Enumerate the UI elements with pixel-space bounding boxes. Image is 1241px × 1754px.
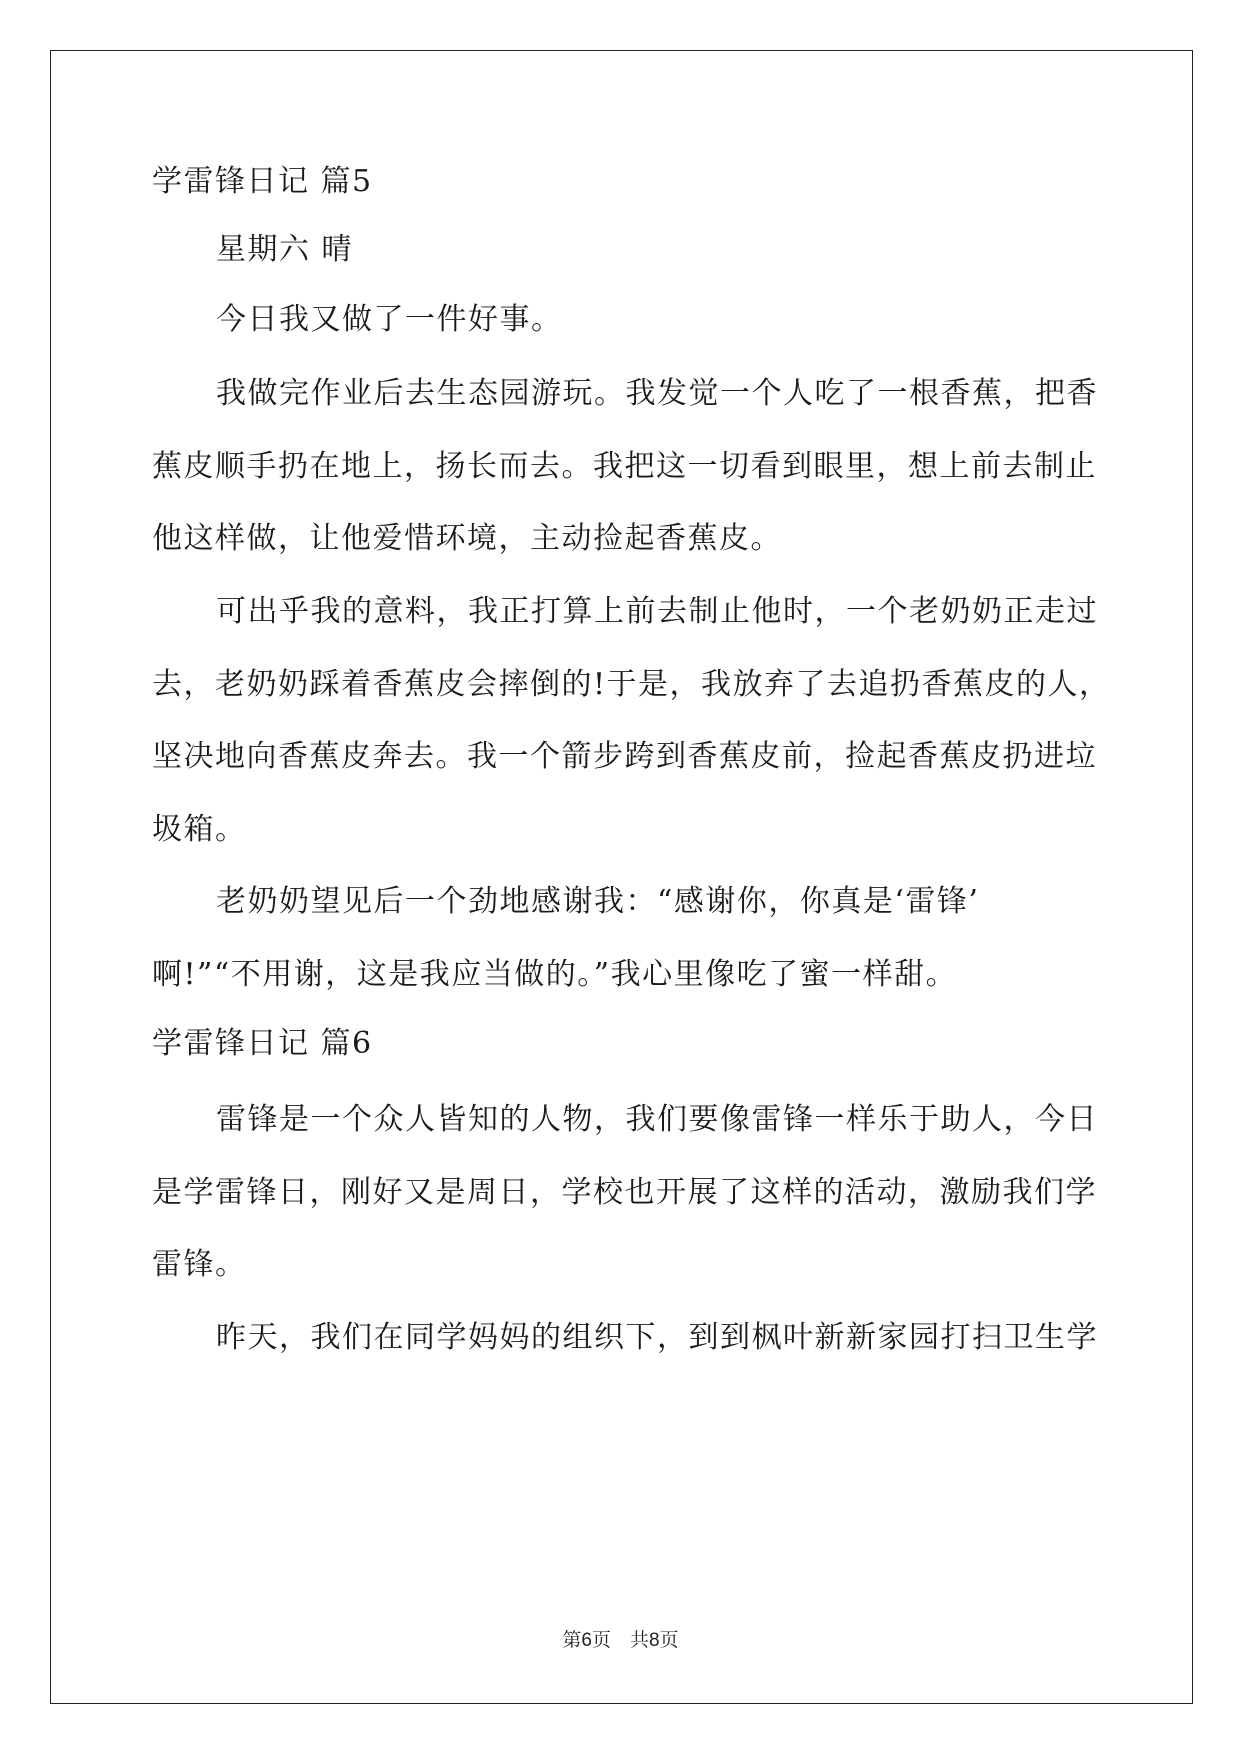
footer-middle: 页 共	[591, 1630, 649, 1651]
paragraph-line: 圾箱。	[152, 812, 247, 847]
section-heading-6: 学雷锋日记 篇6	[152, 1026, 373, 1061]
paragraph-line: 老奶奶望见后一个劲地感谢我：“感谢你，你真是‘雷锋’	[216, 884, 980, 919]
paragraph-line: 可出乎我的意料，我正打算上前去制止他时，一个老奶奶正走过	[216, 594, 1098, 629]
paragraph-line: 我做完作业后去生态园游玩。我发觉一个人吃了一根香蕉，把香	[216, 376, 1098, 411]
paragraph-line: 他这样做，让他爱惜环境，主动捡起香蕉皮。	[152, 521, 782, 556]
section-heading-5: 学雷锋日记 篇5	[152, 164, 373, 199]
paragraph-line: 雷锋。	[152, 1247, 247, 1282]
page-footer	[0, 1628, 1241, 1653]
paragraph-line: 坚决地向香蕉皮奔去。我一个箭步跨到香蕉皮前，捡起香蕉皮扔进垃	[152, 739, 1097, 774]
paragraph-line: 今日我又做了一件好事。	[216, 302, 563, 337]
footer-suffix: 页	[659, 1630, 679, 1651]
paragraph-line: 雷锋是一个众人皆知的人物，我们要像雷锋一样乐于助人，今日	[216, 1102, 1098, 1137]
paragraph-line: 啊!”“不用谢，这是我应当做的。”我心里像吃了蜜一样甜。	[152, 957, 958, 992]
footer-prefix: 第	[562, 1630, 582, 1651]
current-page-number: 6	[581, 1630, 592, 1651]
total-pages-number: 8	[649, 1630, 660, 1651]
paragraph-line: 去，老奶奶踩着香蕉皮会摔倒的!于是，我放弃了去追扔香蕉皮的人，	[152, 667, 1111, 702]
diary-date-weather: 星期六 晴	[216, 232, 354, 267]
paragraph-line: 蕉皮顺手扔在地上，扬长而去。我把这一切看到眼里，想上前去制止	[152, 449, 1097, 484]
paragraph-line: 是学雷锋日，刚好又是周日，学校也开展了这样的活动，激励我们学	[152, 1175, 1097, 1210]
paragraph-line: 昨天，我们在同学妈妈的组织下，到到枫叶新新家园打扫卫生学	[216, 1320, 1098, 1355]
page-border	[50, 50, 1193, 1704]
